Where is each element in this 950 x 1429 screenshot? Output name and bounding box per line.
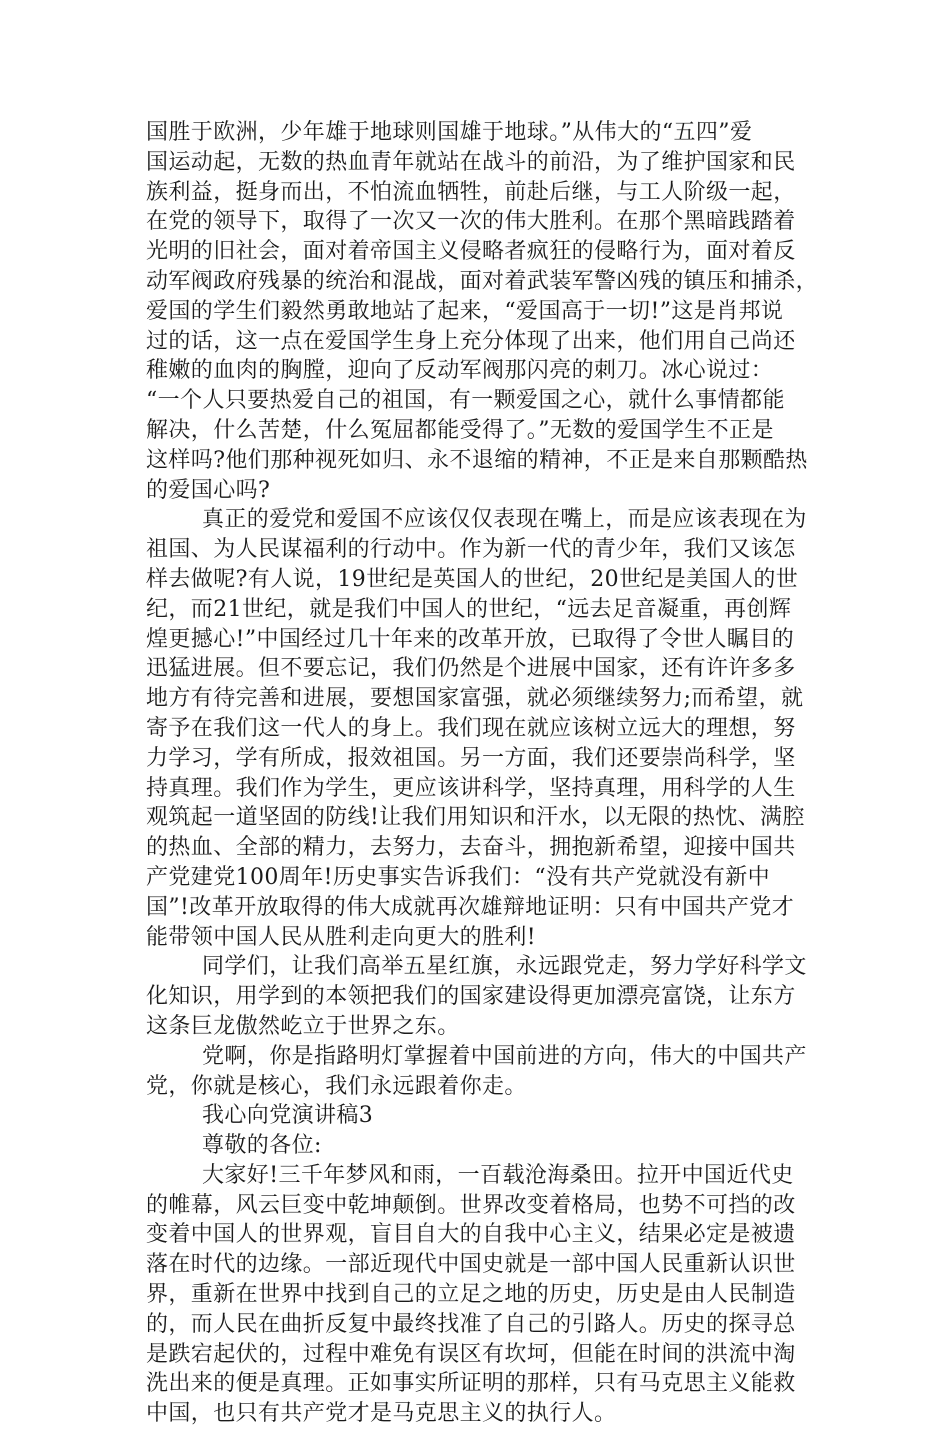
- text-line: 动军阀政府残暴的统治和混战，面对着武装军警凶残的镇压和捕杀，: [146, 268, 819, 294]
- text-line: 爱国的学生们毅然勇敢地站了起来，“爱国高于一切!”这是肖邦说: [146, 298, 784, 324]
- text-line: 界，重新在世界中找到自己的立足之地的历史，历史是由人民制造: [146, 1282, 796, 1308]
- text-line: 力学习，学有所成，报效祖国。另一方面，我们还要崇尚科学，坚: [146, 745, 796, 771]
- text-line: 过的话，这一点在爱国学生身上充分体现了出来，他们用自己尚还: [146, 328, 796, 354]
- text-line: 国胜于欧洲，少年雄于地球则国雄于地球。”从伟大的“五四”爱: [146, 120, 753, 145]
- text-line: 国运动起，无数的热血青年就站在战斗的前沿，为了维护国家和民: [146, 149, 796, 175]
- text-line: 中国，也只有共产党才是马克思主义的执行人。: [146, 1401, 617, 1427]
- text-line: 能带领中国人民从胜利走向更大的胜利!: [146, 924, 537, 950]
- text-line: 党，你就是核心，我们永远跟着你走。: [146, 1073, 527, 1099]
- text-line: 党啊，你是指路明灯掌握着中国前进的方向，伟大的中国共产: [202, 1043, 807, 1069]
- text-line: 变着中国人的世界观，盲目自大的自我中心主义，结果必定是被遗: [146, 1222, 796, 1248]
- text-line: 稚嫩的血肉的胸膛，迎向了反动军阀那闪亮的刺刀。冰心说过：: [146, 358, 774, 384]
- text-line: 的爱国心吗?: [146, 477, 271, 503]
- text-line: “一个人只要热爱自己的祖国，有一颗爱国之心，就什么事情都能: [146, 388, 785, 414]
- text-line: 是跌宕起伏的，过程中难免有误区有坎坷，但能在时间的洪流中淘: [146, 1341, 796, 1367]
- text-line: 大家好!三千年梦风和雨，一百载沧海桑田。拉开中国近代史: [202, 1162, 794, 1188]
- text-line: 煌更撼心!”中国经过几十年来的改革开放，已取得了令世人瞩目的: [146, 626, 795, 652]
- text-line: 在党的领导下，取得了一次又一次的伟大胜利。在那个黑暗践踏着: [146, 209, 796, 235]
- text-line: 光明的旧社会，面对着帝国主义侵略者疯狂的侵略行为，面对着反: [146, 239, 796, 265]
- text-line: 落在时代的边缘。一部近现代中国史就是一部中国人民重新认识世: [146, 1252, 796, 1278]
- text-line: 同学们，让我们高举五星红旗，永远跟党走，努力学好科学文: [202, 954, 807, 980]
- text-line: 族利益，挺身而出，不怕流血牺牲，前赴后继，与工人阶级一起，: [146, 179, 796, 205]
- text-line: 国”!改革开放取得的伟大成就再次雄辩地证明：只有中国共产党才: [146, 894, 795, 920]
- text-line: 产党建党100周年!历史事实告诉我们：“没有共产党就没有新中: [146, 864, 771, 890]
- document-body: [146, 118, 826, 1429]
- text-line: 尊敬的各位:: [202, 1133, 322, 1159]
- text-line: 这条巨龙傲然屹立于世界之东。: [146, 1013, 460, 1039]
- text-line: 解决，什么苦楚，什么冤屈都能受得了。”无数的爱国学生不正是: [146, 417, 774, 443]
- text-line: 洗出来的便是真理。正如事实所证明的那样，只有马克思主义能救: [146, 1371, 796, 1397]
- text-line: 持真理。我们作为学生，更应该讲科学，坚持真理，用科学的人生: [146, 775, 796, 801]
- text-line: 迅猛进展。但不要忘记，我们仍然是个进展中国家，还有许许多多: [146, 656, 796, 682]
- text-line: 的，而人民在曲折反复中最终找准了自己的引路人。历史的探寻总: [146, 1311, 796, 1337]
- text-line: 寄予在我们这一代人的身上。我们现在就应该树立远大的理想，努: [146, 715, 796, 741]
- text-line: 这样吗?他们那种视死如归、永不退缩的精神，不正是来自那颗酷热: [146, 447, 808, 473]
- text-line: 样去做呢?有人说，19世纪是英国人的世纪，20世纪是美国人的世: [146, 566, 799, 592]
- text-line: 的热血、全部的精力，去努力，去奋斗，拥抱新希望，迎接中国共: [146, 835, 796, 861]
- text-line: 纪，而21世纪，就是我们中国人的世纪，“远去足音凝重，再创辉: [146, 596, 792, 622]
- text-line: 地方有待完善和进展，要想国家富强，就必须继续努力;而希望，就: [146, 686, 804, 712]
- text-line: 的帷幕，风云巨变中乾坤颠倒。世界改变着格局，也势不可挡的改: [146, 1192, 796, 1218]
- text-line: 祖国、为人民谋福利的行动中。作为新一代的青少年，我们又该怎: [146, 537, 796, 563]
- text-line: 我心向党演讲稿3: [202, 1103, 374, 1129]
- text-line: 观筑起一道坚固的防线!让我们用知识和汗水，以无限的热忱、满腔: [146, 805, 805, 831]
- text-line: 化知识，用学到的本领把我们的国家建设得更加漂亮富饶，让东方: [146, 984, 796, 1010]
- text-line: 真正的爱党和爱国不应该仅仅表现在嘴上，而是应该表现在为: [202, 507, 807, 533]
